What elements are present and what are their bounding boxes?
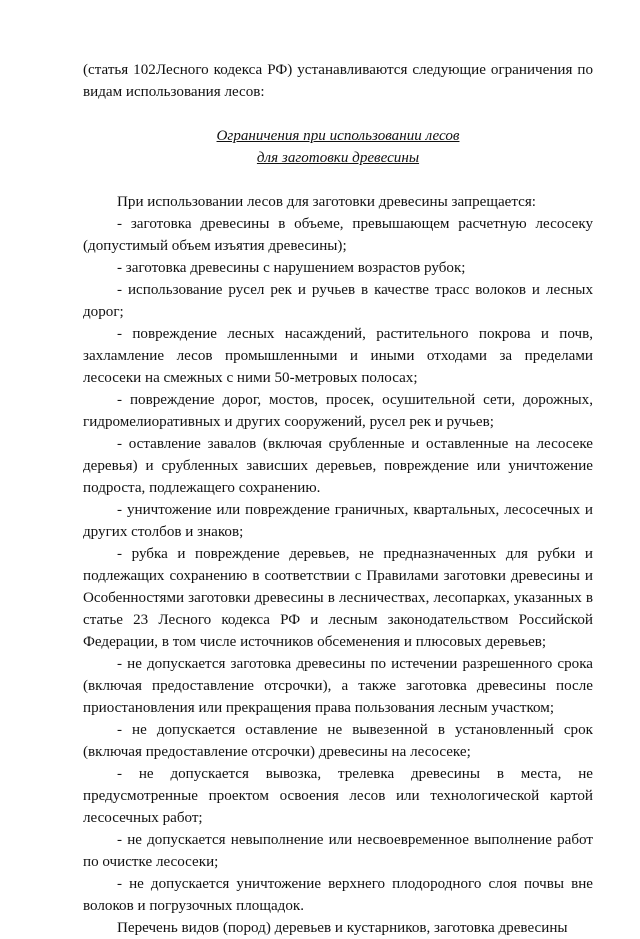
list-item: - не допускается оставление не вывезенной в установленный срок (включая предоставление отсрочки) древесины на лесосеке; (83, 722, 593, 760)
document-page (83, 59, 593, 939)
list-item: - использование русел рек и ручьев в качестве трасс волоков и лесных дорог; (83, 282, 593, 320)
section-heading-line-2: для заготовки древесины (256, 150, 420, 166)
list-item: - повреждение дорог, мостов, просек, осушительной сети, дорожных, гидромелиоративных и других сооружений, русел рек и ручьев; (83, 392, 593, 430)
lead-paragraph: При использовании лесов для заготовки древесины запрещается: (117, 194, 536, 210)
list-item: - не допускается уничтожение верхнего плодородного слоя почвы вне волоков и погрузочных площадок. (83, 876, 593, 914)
list-item: - уничтожение или повреждение граничных, квартальных, лесосечных и других столбов и знаков; (83, 502, 593, 540)
list-item: - заготовка древесины в объеме, превышающем расчетную лесосеку (допустимый объем изъятия древесины); (83, 216, 593, 254)
list-item: - не допускается вывозка, трелевка древесины в места, не предусмотренные проектом освоения лесов или технологической картой лесосечных работ; (83, 766, 593, 826)
list-item: - повреждение лесных насаждений, растительного покрова и почв, захламление лесов промышленными и иными отходами за пределами лесосеки на смежных с ними 50-метровых полосах; (83, 326, 593, 386)
restrictions-list (83, 213, 593, 917)
list-item: - заготовка древесины с нарушением возрастов рубок; (117, 260, 466, 276)
closing-paragraph: Перечень видов (пород) деревьев и кустарников, заготовка древесины (117, 920, 568, 936)
list-item: - оставление завалов (включая срубленные и оставленные на лесосеке деревья) и срубленных зависших деревьев, повреждение или уничтожение подроста, подлежащего сохранению. (83, 436, 593, 496)
list-item: - не допускается заготовка древесины по истечении разрешенного срока (включая предоставление отсрочки), а также заготовка древесины после приостановления или прекращения права пользования лесным участком; (83, 656, 593, 716)
list-item: - рубка и повреждение деревьев, не предназначенных для рубки и подлежащих сохранению в соответствии с Правилами заготовки древесины и Особенностями заготовки древесины в лесничествах, лесопарках, указанных в статье 23 Лесного кодекса РФ и лесным законодательством Российской Федерации, в том числе источников обсеменения и плюсовых деревьев; (83, 546, 593, 650)
section-heading-line-1: Ограничения при использовании лесов (216, 128, 460, 144)
section-heading (83, 125, 593, 169)
list-item: - не допускается невыполнение или несвоевременное выполнение работ по очистке лесосеки; (83, 832, 593, 870)
intro-paragraph: (статья 102Лесного кодекса РФ) устанавливаются следующие ограничения по видам использования лесов: (83, 62, 593, 100)
